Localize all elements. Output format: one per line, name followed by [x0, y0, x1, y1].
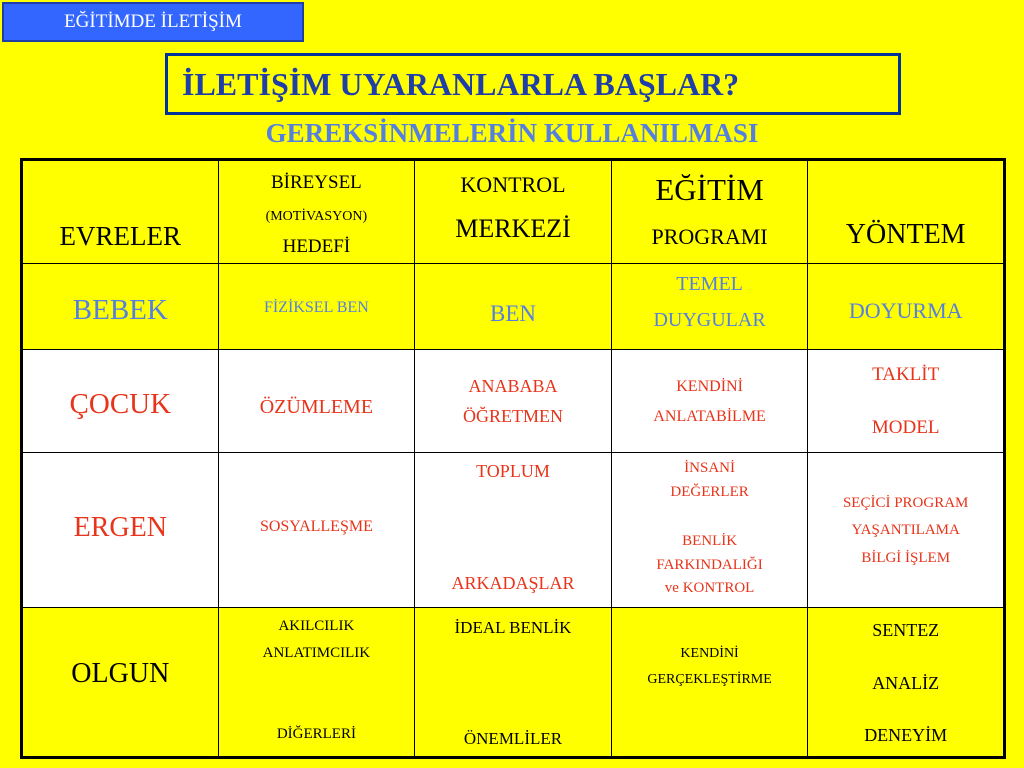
- cell-olgun-hedef-line3: DİĞERLERİ: [276, 726, 356, 742]
- cell-olgun-yontem-line1: SENTEZ: [872, 620, 940, 640]
- header-kontrol: [415, 160, 612, 264]
- header-row: [22, 160, 1005, 264]
- cell-ergen-yontem-line1: SEÇİCİ PROGRAM: [842, 495, 969, 511]
- header-evreler: [22, 160, 219, 264]
- header-egitim-line2: PROGRAMI: [651, 224, 768, 249]
- cell-bebek-program: [611, 264, 808, 350]
- cell-olgun-program-line1: KENDİNİ: [680, 646, 739, 661]
- cell-ergen-kontrol: [415, 453, 612, 608]
- cell-olgun-hedef-line1: AKILCILIK: [278, 618, 355, 634]
- cell-ergen-evre-text: ERGEN: [73, 512, 167, 543]
- cell-cocuk-yontem-line2: MODEL: [871, 417, 940, 438]
- cell-cocuk-hedef-text: ÖZÜMLEME: [259, 396, 374, 418]
- header-yontem: [808, 160, 1005, 264]
- cell-ergen-evre: [22, 453, 219, 608]
- cell-ergen-kontrol-line2: ARKADAŞLAR: [451, 573, 575, 593]
- cell-cocuk-program-line2: ANLATABİLME: [653, 408, 766, 425]
- cell-ergen-program-line3: BENLİK: [682, 533, 738, 549]
- cell-ergen-program-line1: İNSANİ: [684, 460, 735, 476]
- cell-bebek-kontrol: [415, 264, 612, 350]
- cell-ergen-yontem-line3: BİLGİ İŞLEM: [861, 550, 951, 566]
- header-egitim: [611, 160, 808, 264]
- slide-title: [165, 53, 901, 115]
- table-row-ergen: [22, 453, 1005, 608]
- cell-cocuk-evre: [22, 350, 219, 453]
- cell-ergen-yontem: [808, 453, 1005, 608]
- cell-olgun-kontrol: [415, 608, 612, 758]
- slide-subtitle: GEREKSİNMELERİN KULLANILMASI: [265, 118, 759, 148]
- cell-bebek-yontem-text: DOYURMA: [848, 298, 963, 323]
- cell-olgun-evre: [22, 608, 219, 758]
- cell-cocuk-evre-text: ÇOCUK: [69, 388, 172, 420]
- cell-cocuk-hedef: [218, 350, 415, 453]
- slide-tag: EĞİTİMDE İLETİŞİM: [2, 2, 304, 42]
- header-evreler-text: EVRELER: [59, 221, 182, 251]
- cell-bebek-program-line2: DUYGULAR: [653, 309, 766, 331]
- header-kontrol-line2: MERKEZİ: [455, 214, 571, 243]
- cell-ergen-program-line2: DEĞERLER: [670, 484, 749, 500]
- cell-ergen-program-line5: ve KONTROL: [664, 580, 755, 596]
- needs-table: [20, 158, 1006, 759]
- cell-bebek-program-line1: TEMEL: [676, 273, 743, 295]
- table-row-bebek: [22, 264, 1005, 350]
- header-bireysel: [218, 160, 415, 264]
- cell-ergen-yontem-line2: YAŞANTILAMA: [851, 522, 960, 538]
- cell-bebek-hedef: [218, 264, 415, 350]
- header-bireysel-line2: (MOTİVASYON): [265, 209, 368, 224]
- cell-olgun-yontem: [808, 608, 1005, 758]
- cell-cocuk-yontem: [808, 350, 1005, 453]
- cell-olgun-hedef-line2: ANLATIMCILIK: [262, 645, 371, 661]
- cell-cocuk-kontrol-line2: ÖĞRETMEN: [462, 406, 563, 426]
- table-row-cocuk: [22, 350, 1005, 453]
- cell-ergen-program-line4: FARKINDALIĞI: [656, 557, 763, 573]
- header-bireysel-line3: HEDEFİ: [282, 236, 351, 257]
- cell-ergen-kontrol-line1: TOPLUM: [476, 461, 550, 481]
- cell-olgun-evre-text: OLGUN: [71, 658, 170, 689]
- cell-ergen-hedef: [218, 453, 415, 608]
- table-row-olgun: [22, 608, 1005, 758]
- cell-bebek-yontem: [808, 264, 1005, 350]
- cell-ergen-hedef-text: SOSYALLEŞME: [259, 518, 373, 535]
- cell-olgun-program-line2: GERÇEKLEŞTİRME: [647, 672, 772, 687]
- cell-cocuk-program: [611, 350, 808, 453]
- cell-cocuk-kontrol: [415, 350, 612, 453]
- cell-olgun-hedef: [218, 608, 415, 758]
- cell-bebek-hedef-text: FİZİKSEL BEN: [264, 299, 369, 316]
- cell-cocuk-yontem-line1: TAKLİT: [872, 364, 940, 385]
- cell-cocuk-program-line1: KENDİNİ: [676, 378, 743, 395]
- cell-olgun-kontrol-line1: İDEAL BENLİK: [454, 618, 572, 637]
- cell-bebek-kontrol-text: BEN: [489, 301, 536, 326]
- header-kontrol-line1: KONTROL: [460, 172, 566, 197]
- cell-olgun-yontem-line3: DENEYİM: [864, 725, 948, 745]
- cell-cocuk-kontrol-line1: ANABABA: [468, 376, 558, 396]
- header-yontem-text: YÖNTEM: [845, 219, 966, 250]
- cell-ergen-program: [611, 453, 808, 608]
- cell-olgun-kontrol-line2: ÖNEMLİLER: [463, 729, 563, 748]
- header-bireysel-line1: BİREYSEL: [271, 172, 362, 193]
- cell-bebek-evre-text: BEBEK: [72, 294, 168, 326]
- slide-title-text: İLETİŞİM UYARANLARLA BAŞLAR?: [182, 65, 740, 102]
- cell-bebek-evre: [22, 264, 219, 350]
- header-egitim-line1: EĞİTİM: [655, 172, 764, 207]
- cell-olgun-program: [611, 608, 808, 758]
- cell-olgun-yontem-line2: ANALİZ: [872, 673, 940, 693]
